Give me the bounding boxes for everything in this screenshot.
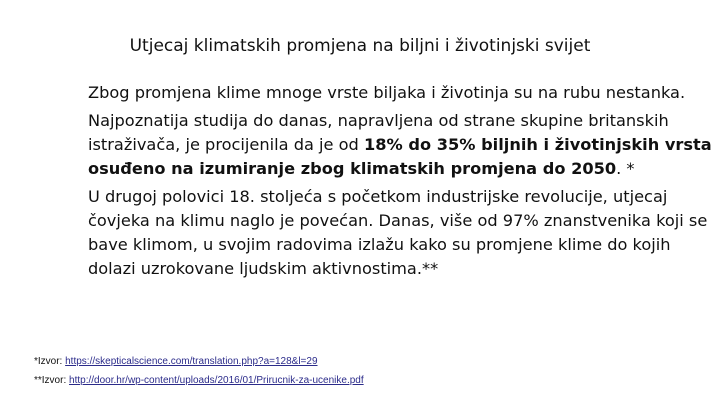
slide-body [88, 81, 712, 285]
paragraph-industrial [88, 185, 708, 281]
footnote-2 [34, 371, 364, 390]
industrial-line-2: čovjeka na klimu naglo je povećan. Danas, više od 97% znanstvenika koji se [88, 211, 708, 230]
footnote-2-link[interactable]: http://door.hr/wp-content/uploads/2016/01/Prirucnik-za-ucenike.pdf [69, 375, 364, 386]
study-line-2 [88, 133, 712, 157]
study-highlight-percent: 18% do 35% biljnih i životinjskih vrsta [363, 135, 712, 154]
paragraph-extinction: Zbog promjena klime mnoge vrste biljaka i životinja su na rubu nestanka. [88, 83, 686, 102]
industrial-line-4: dolazi uzrokovane ljudskim aktivnostima.** [88, 259, 439, 278]
study-line-2-text: istraživača, je procijenila da je od [88, 135, 364, 154]
paragraph-study [88, 109, 712, 181]
footnote-2-label: **Izvor: [34, 375, 70, 386]
footnote-1 [34, 352, 364, 371]
footnotes [34, 352, 364, 390]
slide-title: Utjecaj klimatskih promjena na biljni i životinjski svijet [129, 36, 591, 56]
industrial-line-1: U drugoj polovici 18. stoljeća s početkom industrijske revolucije, utjecaj [88, 187, 668, 206]
study-line-1: Najpoznatija studija do danas, napravljena od strane skupine britanskih [88, 111, 669, 130]
study-highlight-extinction: osuđeno na izumiranje zbog klimatskih promjena do 2050 [88, 159, 617, 178]
study-line-3-tail: . * [616, 159, 635, 178]
study-line-3 [88, 157, 688, 181]
footnote-1-link[interactable]: https://skepticalscience.com/translation.php?a=128&l=29 [65, 356, 318, 367]
footnote-1-label: *Izvor: [34, 356, 66, 367]
industrial-line-3: bave klimom, u svojim radovima izlažu kako su promjene klime do kojih [88, 235, 671, 254]
